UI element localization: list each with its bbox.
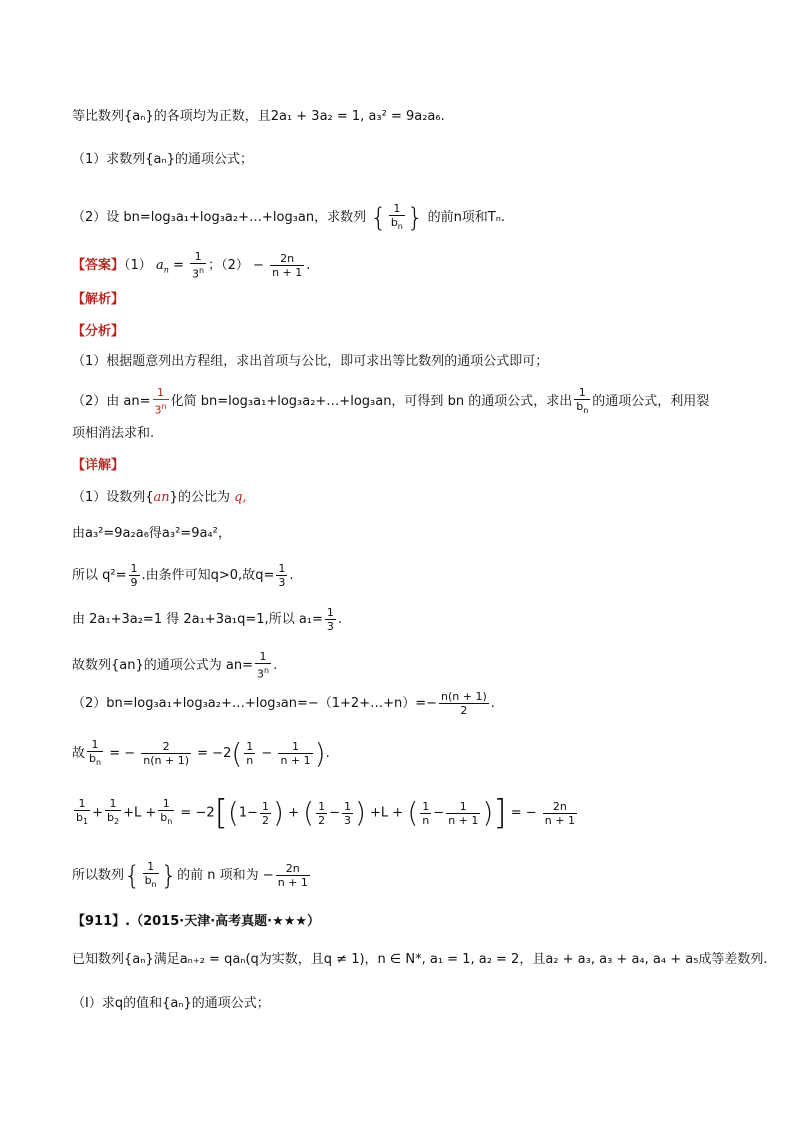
detail-line-4: 由 2a₁+3a₂=1 得 2a₁+3a₁q=1,所以 a₁= $\frac{1}{3}$ . bbox=[72, 606, 343, 633]
answer-line: 【答案】（1） $a_n$ = $\frac{1}{3^n}$ ；（2） − $\frac{2n}{n + 1}$ . bbox=[72, 250, 311, 281]
detail-line-5: 故数列{an}的通项公式为 an= $\frac{1}{3^n}$ . bbox=[72, 650, 278, 681]
answer-part2-label: ；（2） bbox=[208, 257, 249, 273]
answer-tag: 【答案】 bbox=[72, 257, 125, 273]
analysis-line-1: （1）根据题意列出方程组，求出首项与公比，即可求出等比数列的通项公式即可； bbox=[72, 354, 549, 369]
problem-part2-suffix: 的前n项和Tₙ. bbox=[427, 210, 506, 226]
problem-stem: 等比数列{aₙ}的各项均为正数，且2a₁ + 3a₂ = 1, a₃² = 9a₂a₆. bbox=[72, 109, 445, 124]
detail-line-9: 所以数列{ $\frac{1}{b_n}$ }的前 n 项和为 − $\frac{2n}{n + 1}$ bbox=[72, 860, 308, 891]
problem-part1: （1）求数列{aₙ}的通项公式； bbox=[72, 152, 253, 167]
detail-line-7: 故 $\frac{1}{b_n}$ = − $\frac{2}{n(n + 1)}$ = −2( $\frac{1}{n}$ − $\frac{1}{n + 1}$ ). bbox=[72, 736, 330, 770]
problem-part2: （2）设 bn=log₃a₁+log₃a₂+…+log₃an，求数列 { $\frac{1}{b_n}$ } 的前n项和Tₙ. bbox=[72, 202, 506, 233]
analysis-tag: 【解析】 bbox=[72, 292, 125, 307]
next-problem-header: 【911】.（2015·天津·高考真题·★★★） bbox=[72, 914, 321, 929]
problem-part2-prefix: （2）设 bn=log₃a₁+log₃a₂+…+log₃an，求数列 bbox=[72, 210, 367, 226]
detail-tag: 【详解】 bbox=[72, 458, 125, 473]
detail-line-3: 所以 q²= $\frac{1}{9}$ .由条件可知q>0,故q= $\frac{1}{3}$ . bbox=[72, 562, 294, 589]
detail-line-8: $\frac{1}{b_1}$ + $\frac{1}{b_2}$ +L + $\frac{1}{b_n}$ = −2[(1− $\frac{1}{2}$ ) + ( $\frac{1}{2}$ − $\frac{1}{3}$ ) +L + ( $\frac{1}{n}$ − $\frac{1}{n + 1}$ )] = − $\frac{2n}{n + 1}$ bbox=[76, 793, 575, 833]
answer-part1-label: （1） bbox=[124, 257, 152, 273]
analysis-line-2: （2）由 an= $\frac{1}{3^n}$ 化简 bn=log₃a₁+log₃a₂+…+log₃an，可得到 bn 的通项公式，求出 $\frac{1}{b_n}$ 的通项公式，利用裂 bbox=[72, 386, 710, 417]
detail-line-1: （1）设数列{an}的公比为 q, bbox=[72, 490, 247, 505]
next-problem-part1: （Ⅰ）求q的值和{aₙ}的通项公式； bbox=[72, 996, 270, 1011]
analysis-sub-tag: 【分析】 bbox=[72, 324, 125, 339]
detail-line-2: 由a₃²=9a₂a₆得a₃²=9a₄²， bbox=[72, 526, 231, 541]
detail-line-6: （2）bn=log₃a₁+log₃a₂+…+log₃an=−（1+2+…+n）=− $\frac{n(n + 1)}{2}$ . bbox=[72, 690, 495, 717]
analysis-line-3: 项相消法求和. bbox=[72, 426, 155, 441]
next-problem-stem: 已知数列{aₙ}满足aₙ₊₂ = qaₙ(q为实数，且q ≠ 1)，n ∈ N*, a₁ = 1, a₂ = 2，且a₂ + a₃, a₃ + a₄, a₄ + a₅成等差数列. bbox=[72, 952, 768, 967]
